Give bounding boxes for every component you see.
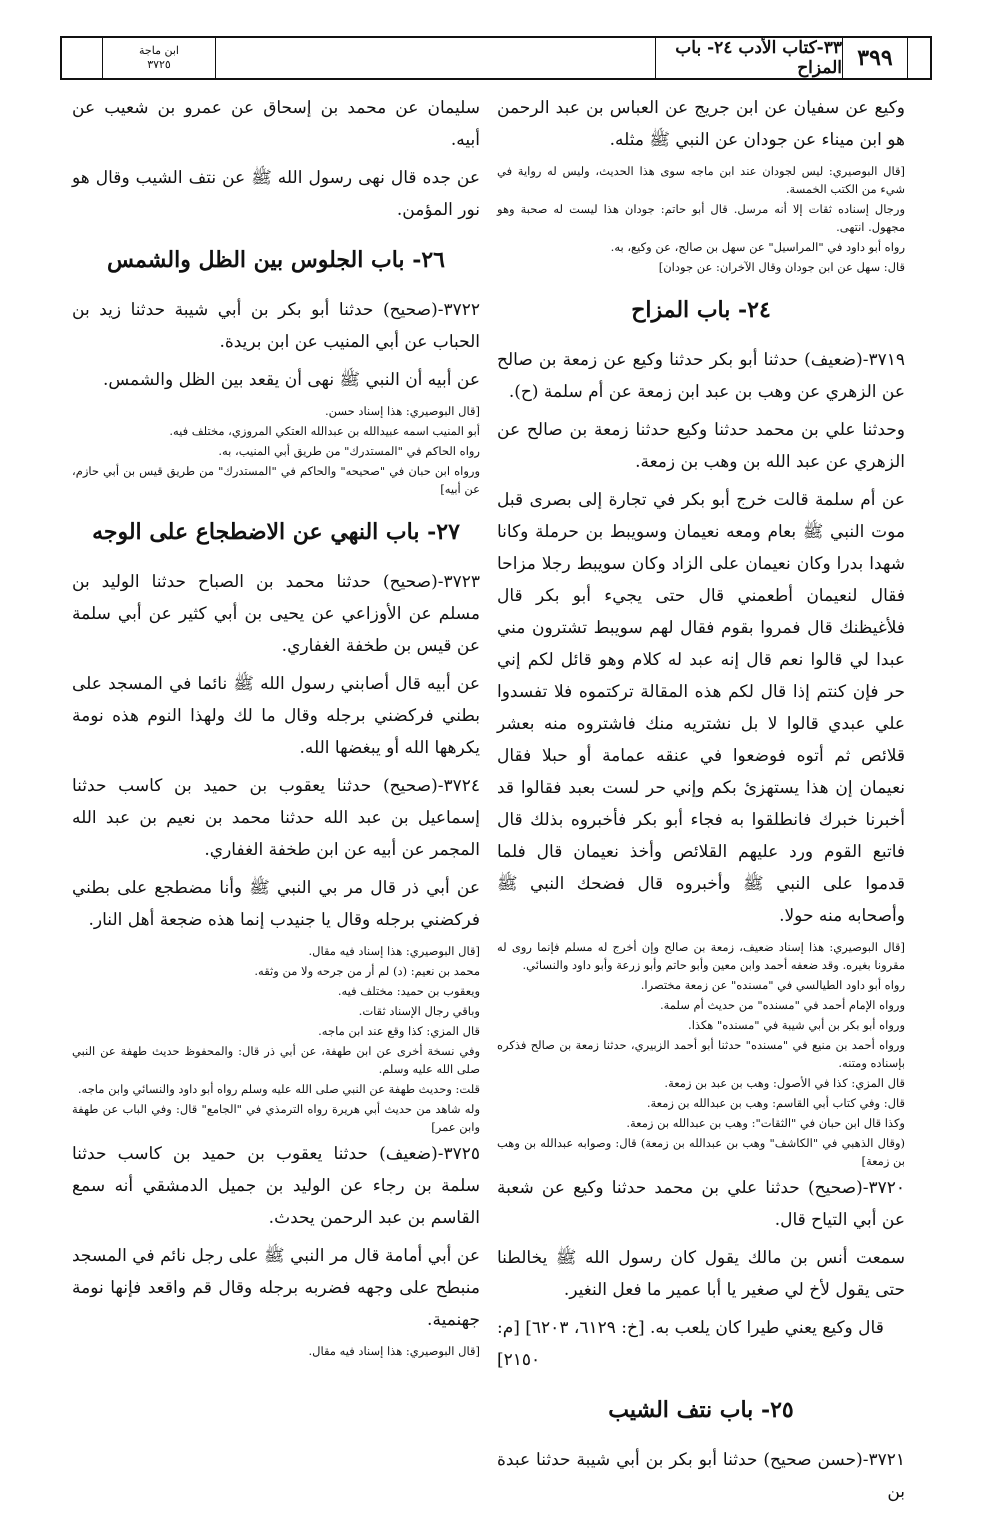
header-middle-cell — [215, 38, 655, 78]
footnote: رواه أبو داود الطيالسي في "مسنده" عن زمعة مختصرا. — [640, 978, 905, 992]
footnote: [قال البوصيري: هذا إسناد ضعيف، زمعة بن صالح وإن أخرج له مسلم فإنما روى له مقرونا بغيره. وقد ضعفه أحمد وابن معين وأبو حاتم وأبو زرعة وأبو داود والنسائي. — [497, 940, 905, 972]
hadith-paragraph: عن أبيه قال أصابني رسول الله ﷺ نائما في المسجد على بطني فركضني برجله وقال ما لك ولهذا النوم هذه نومة يكرهها الله أو يبغضها الله. — [72, 674, 480, 758]
source-book: ابن ماجة — [139, 44, 179, 57]
hadith-paragraph: ٣٧٢٣-(صحيح) حدثنا محمد بن الصباح حدثنا الوليد بن مسلم عن الأوزاعي عن يحيى بن أبي كثير عن أبي سلمة عن قيس بن طخفة الغفاري. — [72, 572, 480, 656]
footnote: (وقال الذهبي في "الكاشف" وهب بن عبدالله بن زمعة) قال: وصوابه عبدالله بن وهب بن زمعة] — [497, 1136, 905, 1168]
footnote: رواه أبو داود في "المراسيل" عن سهل بن صالح، عن وكيع، به. — [610, 240, 905, 254]
footnote: ورجال إسناده ثقات إلا أنه مرسل. قال أبو حاتم: جودان هذا ليست له صحبة وهو مجهول. انتهى. — [497, 202, 905, 234]
footnote: محمد بن نعيم: (د) لم أر من جرحه ولا من وثقه. — [254, 964, 480, 978]
footnote: ورواه ابن حبان في "صحيحه" والحاكم في "المستدرك" من طريق قيس بن أبي حازم، عن أبيه] — [72, 464, 480, 496]
running-title: ٣٣-كتاب الأدب ٢٤- باب المزاح — [655, 38, 842, 78]
footnote: قال: وفي كتاب أبي القاسم: وهب بن عبدالله بن زمعة. — [646, 1096, 905, 1110]
page-header — [60, 36, 932, 80]
footnote: وباقي رجال الإسناد ثقات. — [358, 1004, 480, 1018]
hadith-paragraph: ٣٧٢٥-(ضعيف) حدثنا يعقوب بن حميد بن كاسب حدثنا سلمة بن رجاء عن الوليد بن جميل الدمشقي أنه سمع القاسم بن عبد الرحمن يحدث. — [72, 1144, 480, 1228]
footnote: [قال البوصيري: هذا إسناد فيه مقال. — [308, 944, 480, 958]
footnote: أبو المنيب اسمه عبيدالله بن عبدالله العتكي المروزي، مختلف فيه. — [169, 424, 480, 438]
footnote: قال المزي: كذا وقع عند ابن ماجه. — [318, 1024, 480, 1038]
hadith-paragraph: ٣٧١٩-(ضعيف) حدثنا أبو بكر حدثنا وكيع عن زمعة بن صالح عن الزهري عن وهب بن عبد ابن زمعة عن أم سلمة (ح). — [497, 350, 905, 402]
hadith-paragraph: عن جده قال نهى رسول الله ﷺ عن نتف الشيب وقال هو نور المؤمن. — [72, 168, 480, 220]
footnote: قلت: وحديث طهفة عن النبي صلى الله عليه وسلم رواه أبو داود والنسائي وابن ماجه. — [77, 1082, 480, 1096]
hadith-paragraph: ٣٧٢١-(حسن صحيح) حدثنا أبو بكر بن أبي شيبة حدثنا عبدة بن — [497, 1450, 905, 1502]
hadith-paragraph: وكيع عن سفيان عن ابن جريج عن العباس بن عبد الرحمن هو ابن ميناء عن جودان عن النبي ﷺ مثله. — [497, 98, 905, 150]
chapter-heading: ٢٦- باب الجلوس بين الظل والشمس — [107, 247, 445, 273]
hadith-paragraph: عن أبيه أن النبي ﷺ نهى أن يقعد بين الظل والشمس. — [102, 370, 480, 390]
hadith-paragraph: ٣٧٢٢-(صحيح) حدثنا أبو بكر بن أبي شيبة حدثنا زيد بن الحباب عن أبي المنيب عن ابن بريدة. — [72, 300, 480, 352]
header-blank-cell — [907, 38, 930, 78]
hadith-paragraph: وحدثنا علي بن محمد حدثنا وكيع حدثنا زمعة بن صالح عن الزهري عن عبد الله بن وهب بن زمعة. — [497, 420, 905, 472]
hadith-paragraph: ٣٧٢٤-(صحيح) حدثنا يعقوب بن حميد بن كاسب حدثنا إسماعيل بن عبد الله حدثنا محمد بن نعيم بن عبد الله المجمر عن أبيه عن ابن طخفة الغفاري. — [72, 776, 480, 860]
footnote: ورواه أحمد بن منيع في "مسنده" حدثنا أبو أحمد الزبيري، حدثنا زمعة بن صالح فذكره بإسناده ومتنه. — [497, 1038, 905, 1070]
hadith-paragraph: عن أبي أمامة قال مر النبي ﷺ على رجل نائم في المسجد منبطح على وجهه فضربه برجله وقال قم واقعد فإنها نومة جهنمية. — [72, 1246, 480, 1330]
footnote: [قال البوصيري: ليس لجودان عند ابن ماجه سوى هذا الحديث، وليس له رواية في شيء من الكتب الخمسة. — [497, 164, 905, 196]
footnote: ورواه الإمام أحمد في "مسنده" من حديث أم سلمة. — [659, 998, 905, 1012]
hadith-paragraph: ٣٧٢٠-(صحيح) حدثنا علي بن محمد حدثنا وكيع عن شعبة عن أبي التياح قال. — [497, 1178, 905, 1230]
header-blank-cell — [62, 38, 102, 78]
hadith-citation: قال وكيع يعني طيرا كان يلعب به. [خ: ٦١٢٩، ٦٢٠٣] [م: ٢١٥٠] — [497, 1318, 884, 1370]
source-reference — [102, 38, 215, 78]
hadith-paragraph: عن أبي ذر قال مر بي النبي ﷺ وأنا مضطجع على بطني فركضني برجله وقال يا جنيدب إنما هذه ضجعة أهل النار. — [72, 878, 480, 930]
hadith-paragraph: سليمان عن محمد بن إسحاق عن عمرو بن شعيب عن أبيه. — [72, 98, 480, 150]
footnote: ويعقوب بن حميد: مختلف فيه. — [337, 984, 480, 998]
left-column — [72, 92, 480, 1362]
footnote: [قال البوصيري: هذا إسناد حسن. — [324, 404, 480, 418]
footnote: قال: سهل عن ابن جودان وقال الآخران: عن جودان] — [658, 260, 905, 274]
chapter-heading: ٢٧- باب النهي عن الاضطجاع على الوجه — [92, 519, 460, 545]
hadith-paragraph: عن أم سلمة قالت خرج أبو بكر في تجارة إلى بصرى قبل موت النبي ﷺ بعام ومعه نعيمان وسويبط بن حرملة وكانا شهدا بدرا وكان نعيمان على الزاد وكان سويبط رجلا مزاحا فقال لنعيمان أطعمني قال حتى يجيء أبو بكر قال فلأغيظنك قال فمروا بقوم فقال لهم سويبط تشترون مني عبدا لي قالوا نعم قال إنه عبد له كلام وهو قائل لكم إني حر فإن كنتم إذا قال لكم هذه المقالة تركتموه فلا تفسدوا علي عبدي قالوا لا بل نشتريه منك فاشتروه منه بعشر قلائص ثم أتوه فوضعوا في عنقه عمامة أو حبلا فقال نعيمان إن هذا يستهزئ بكم وإني حر لست بعبد فقالوا قد أخبرنا خبرك فانطلقوا به فجاء أبو بكر فأخبروه بذلك قال فاتبع القوم ورد عليهم القلائص وأخذ نعيمان قال فلما قدموا على النبي ﷺ وأخبروه قال فضحك النبي ﷺ وأصحابه منه حولا. — [497, 490, 905, 926]
footnote: قال المزي: كذا في الأصول: وهب بن عبد بن زمعة. — [664, 1076, 905, 1090]
footnote: [قال البوصيري: هذا إسناد فيه مقال. — [308, 1344, 480, 1358]
footnote: وفي نسخة أخرى عن ابن طهفة، عن أبي ذر قال: والمحفوظ حديث طهفة عن النبي صلى الله عليه وسلم. — [72, 1044, 480, 1076]
right-column — [497, 92, 905, 1514]
footnote: ورواه أبو بكر بن أبي شيبة في "مسنده" هكذا. — [688, 1018, 905, 1032]
source-hadith-number: ٣٧٢٥ — [147, 58, 171, 71]
chapter-heading: ٢٤- باب المزاح — [631, 297, 771, 323]
chapter-heading: ٢٥- باب نتف الشيب — [608, 1397, 794, 1423]
page-number: ٣٩٩ — [842, 38, 907, 78]
footnote: رواه الحاكم في "المستدرك" من طريق أبي المنيب، به. — [218, 444, 480, 458]
hadith-paragraph: سمعت أنس بن مالك يقول كان رسول الله ﷺ يخالطنا حتى يقول لأخ لي صغير يا أبا عمير ما فعل النغير. — [497, 1248, 905, 1300]
footnote: وكذا قال ابن حبان في "الثقات": وهب بن عبدالله بن زمعة. — [626, 1116, 905, 1130]
footnote: وله شاهد من حديث أبي هريرة رواه الترمذي في "الجامع" قال: وفي الباب عن طهفة وابن عمر] — [72, 1102, 480, 1134]
